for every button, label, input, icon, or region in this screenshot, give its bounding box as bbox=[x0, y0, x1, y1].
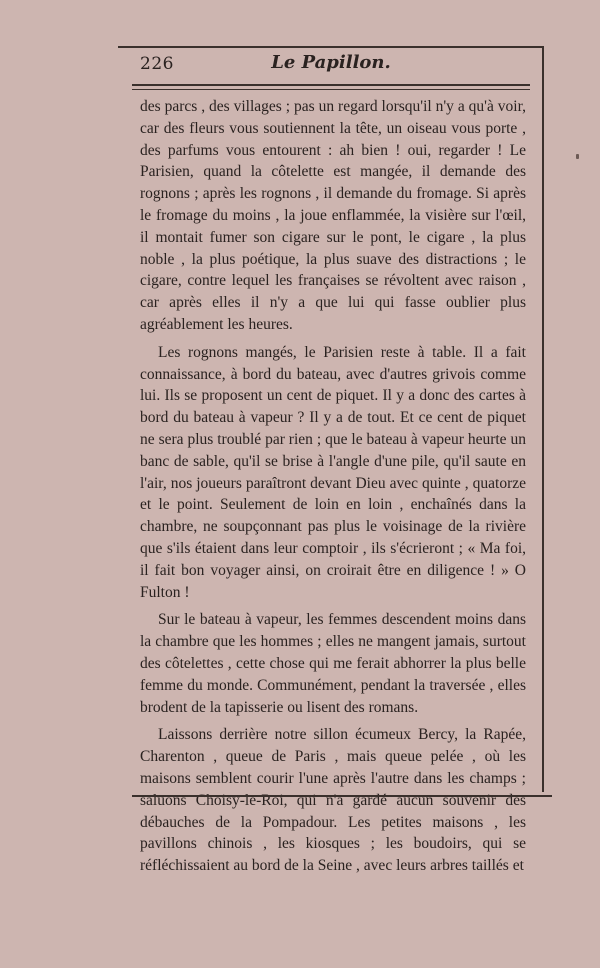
page-number: 226 bbox=[140, 54, 174, 74]
paragraph-2: Les rognons mangés, le Parisien reste à table. Il a fait connaissance, à bord du bateau, avec d'autres grivois comme lui. Ils se proposent un cent de piquet. Il y a donc des cartes à bord du bateau à vapeur ? Il y a de tout. Et ce cent de piquet ne sera plus troublé par rien ; que le bateau à vapeur heurte un banc de sable, qu'il se brise à l'angle d'une pile, qu'il saute en l'air, nos joueurs paraîtront devant Dieu avec quinte , quatorze et le point. Seulement de loin en loin , enchaînés dans la chambre, ne soupçonnant pas plus le voisinage de la rivière que s'ils étaient dans leur comptoir , ils s'écrieront ; « Ma foi, il fait bon voyager ainsi, on croirait être en diligence ! » O Fulton ! bbox=[140, 343, 526, 601]
paragraph-4: Laissons derrière notre sillon écumeux Bercy, la Rapée, Charenton , queue de Paris , mais queue pelée , où les maisons semblent courir l'une après l'autre dans les champs ; saluons Choisy-le-Roi, qui n'a gardé aucun souvenir des débauches de la Pompadour. Les petites maisons , les pavillons chinois , les kiosques ; les boudoirs, qui se réfléchissaient au bord de la Seine , avec leurs arbres taillés et bbox=[140, 726, 526, 875]
paper-speck bbox=[576, 154, 579, 159]
paragraph-1: des parcs , des villages ; pas un regard lorsqu'il n'y a qu'à voir, car des fleurs vous soutiennent la tête, un oiseau vous porte , des parfums vous entourent : ah bien ! oui, regarder ! Le Parisien, quand la côtelette est mangée, il demande des rognons ; après les rognons , il demande du fromage. Si après le fromage du moins , la joue enflammée, la visière sur l'œil, il montait fumer son cigare sur le pont, le cigare , la plus noble , la plus poétique, la plus suave des distractions ; le cigare, contre lequel les françaises se révoltent avec raison , car après elles il n'y a que lui qui fasse oublier plus agréablement les heures. bbox=[140, 98, 526, 333]
header-rule bbox=[132, 84, 530, 90]
paragraph-3: Sur le bateau à vapeur, les femmes descendent moins dans la chambre que les hommes ; elles ne mangent jamais, surtout des côtelettes , cette chose qui me ferait abhorrer la plus belle femme du monde. Communément, pendant la traversée , elles brodent de la tapisserie ou lisent des romans. bbox=[140, 611, 526, 716]
page-header bbox=[132, 50, 530, 84]
bottom-border-rule bbox=[132, 795, 552, 797]
running-title: Le Papillon. bbox=[271, 52, 391, 73]
body-text bbox=[140, 96, 526, 883]
